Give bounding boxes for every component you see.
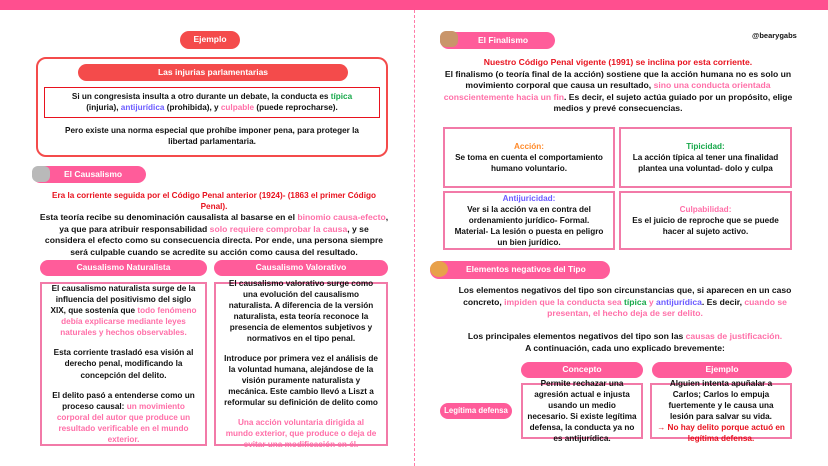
page-divider: [414, 10, 415, 466]
text: El causalismo naturalista surge de la influencia del positivismo del siglo XIX, que sostenía que: [50, 284, 196, 316]
header-label: Ejemplo: [705, 364, 739, 375]
highlight: impiden que la conducta sea: [504, 296, 625, 307]
text: y: [646, 296, 657, 307]
row-label: Legítima defensa: [444, 405, 508, 415]
grid-tipicidad: [619, 127, 792, 188]
top-stripe: [0, 0, 828, 10]
text: Introduce por primera vez el análisis de la voluntad humana, alejándose de la visión puramente naturalista y mecánica. Este cambio llevó a Liszt a reformular su definición de delito como: [224, 353, 378, 408]
text: , y se considera el efecto como su consecuencia directa. Por ende, una persona siempre será culpable cuando se acredite su acción como causa del resultado.: [44, 223, 384, 257]
causalismo-lead: Era la corriente seguida por el Código Penal anterior (1924)- (1863 el primer Código Penal).: [52, 191, 376, 212]
negativos-label: Elementos negativos del Tipo: [466, 264, 586, 275]
highlight: Una acción voluntaria dirigida al mundo exterior, que produce o deja de evitar una modificación en él.: [225, 418, 377, 450]
text: (puede reprocharse).: [254, 103, 338, 113]
highlight: todo fenómeno debía explicarse mediante leyes naturales y hechos observables.: [60, 306, 197, 338]
causalismo-text: [38, 190, 390, 259]
ejemplo-label: Ejemplo: [193, 34, 227, 45]
highlight: típica: [624, 296, 647, 307]
text: Los principales elementos negativos del tipo son las: [467, 331, 686, 341]
row-label-legitima-defensa: [440, 403, 512, 419]
highlight: solo requiere comprobar la causa: [209, 223, 348, 234]
ejemplo-pill: [180, 31, 240, 49]
text: . Es decir, el sujeto actúa guiado por un propósito, elige medios y prevé consecuencias.: [553, 91, 793, 114]
text: Esta teoría recibe su denominación causalista al basarse en el: [39, 212, 298, 223]
ejemplo-cell: [650, 378, 792, 444]
text: . Es decir,: [701, 296, 745, 307]
grid-text: Es el juicio de reproche que se puede hacer al sujeto activo.: [632, 215, 779, 237]
negativos-pill: [430, 261, 610, 279]
grid-text: Ver si la acción va en contra del ordenamiento jurídico- Formal. Material- La lesión o puesta en peligro un bien jurídico.: [454, 204, 604, 248]
bear-icon: [440, 31, 458, 47]
author-handle: @bearygabs: [752, 31, 797, 40]
grid-accion: [443, 127, 615, 188]
text: , ya que para atribuir responsabilidad: [59, 212, 389, 234]
causalismo-label: El Causalismo: [64, 168, 123, 179]
highlight: binomio causa-efecto: [297, 212, 386, 223]
valorativo-label: Causalismo Valorativo: [255, 262, 347, 273]
cat-icon: [32, 166, 50, 182]
concepto-cell: [521, 378, 643, 444]
ejemplo-case-box: [44, 87, 380, 118]
grid-culpabilidad: [619, 191, 792, 250]
culpable-highlight: culpable: [220, 103, 255, 113]
text: Si un congresista insulta a otro durante un debate, la conducta es: [71, 92, 331, 101]
cell-conclusion: → No hay delito porque actuó en legítima defensa.: [657, 423, 785, 444]
highlight: antijurídica: [656, 296, 702, 307]
valorativo-pill: [214, 260, 388, 276]
text: (prohibida), y: [164, 103, 221, 113]
ejemplo-note: Pero existe una norma especial que prohíbe imponer pena, para proteger la libertad parlamentaria.: [65, 126, 359, 147]
negativos-p2: [455, 331, 795, 354]
grid-text: La acción típica al tener una finalidad plantea una voluntad- dolo y culpa: [632, 152, 779, 174]
text: A continuación, cada uno explicado brevemente:: [525, 342, 725, 353]
finalismo-text: [440, 57, 796, 115]
grid-title: Acción:: [513, 141, 545, 151]
ejemplo-title-pill: [78, 64, 348, 81]
ejemplo-title: Las injurias parlamentarias: [157, 66, 269, 77]
concepto-header: [521, 362, 643, 378]
text: El causalismo valorativo surge como una evolución del causalismo naturalista. A diferencia de la versión naturalista, esta teoría reconoce la presencia de elementos subjetivos y normativos en el tipo penal.: [228, 278, 374, 343]
grid-title: Antijuricidad:: [502, 193, 556, 203]
grid-text: Se toma en cuenta el comportamiento humano voluntario.: [455, 152, 603, 174]
grid-antijuricidad: [443, 191, 615, 250]
grid-title: Tipicidad:: [686, 141, 725, 151]
text: (injuria),: [86, 103, 121, 113]
ejemplo-header: [652, 362, 792, 378]
snail-icon: [430, 261, 448, 277]
highlight: un movimiento corporal del autor que produce un resultado verificable en el mundo exterior.: [56, 401, 191, 444]
grid-title: Culpabilidad:: [679, 204, 732, 214]
naturalista-pill: [40, 260, 207, 276]
header-label: Concepto: [562, 364, 602, 375]
text: Esta corriente trasladó esa visión al derecho penal, modificando la concepción del delito.: [53, 348, 194, 380]
finalismo-label: El Finalismo: [478, 34, 529, 45]
highlight: causas de justificación.: [685, 331, 783, 341]
negativos-p1: [455, 285, 795, 320]
text: El finalismo (o teoría final de la acción) sostiene que la acción humana no es solo un movimiento corporal que causa un resultado,: [444, 68, 792, 91]
highlight: cuando se presentan, el hecho deja de ser delito.: [547, 296, 787, 319]
highlight: sino una conducta orientada conscientemente hacia un fin: [443, 80, 771, 102]
tipica-highlight: típica: [330, 92, 353, 101]
naturalista-label: Causalismo Naturalista: [76, 262, 171, 273]
text: Los elementos negativos del tipo son circunstancias que, si aparecen en un caso concreto,: [458, 285, 792, 307]
text: El delito pasó a entenderse como un proceso causal:: [52, 390, 195, 411]
valorativo-box: [214, 278, 388, 450]
cell-text: Permite rechazar una agresión actual e injusta usando un medio necesario. Si existe legítima defensa, la conducta ya no es antijurídica.: [527, 378, 637, 444]
cell-text: Alguien intenta apuñalar a Carlos; Carlos lo empuja fuertemente y le causa una lesión para salvar su vida.: [668, 378, 774, 421]
finalismo-lead: Nuestro Código Penal vigente (1991) se inclina por esta corriente.: [483, 57, 753, 67]
antijuridica-highlight: antijurídica: [120, 103, 165, 113]
naturalista-box: [40, 282, 207, 446]
